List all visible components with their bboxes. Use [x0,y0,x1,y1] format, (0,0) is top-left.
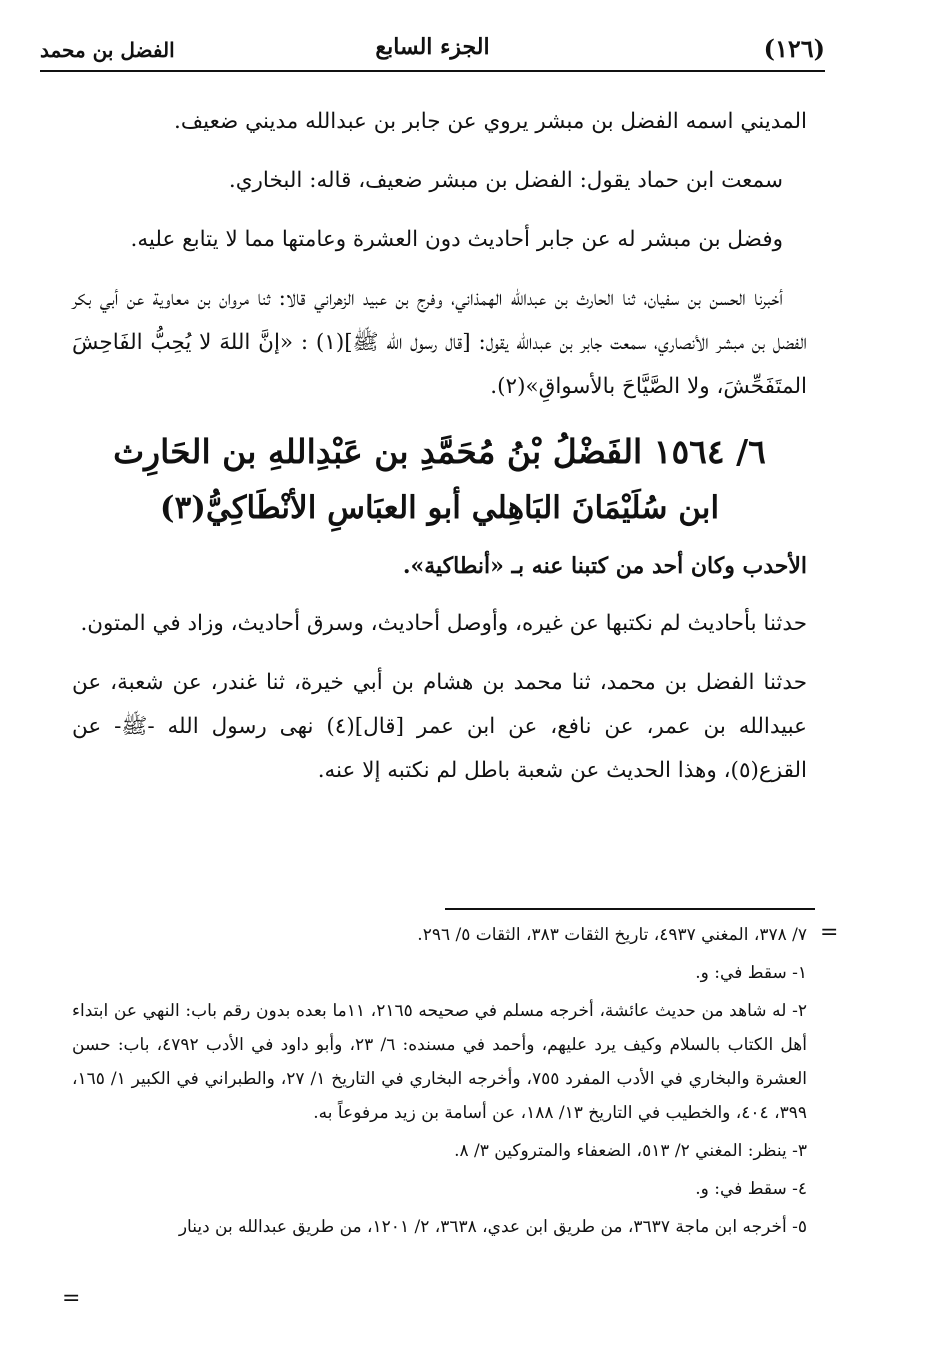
running-title: الفضل بن محمد [40,38,175,62]
footnote: ٤- سقط في: و. [695,1179,807,1199]
footnote: ٥- أخرجه ابن ماجة ٣٦٣٧، من طريق ابن عدي، ٣٦٣٨، ٢/ ١٢٠١، من طريق عبدالله بن دينار [178,1217,807,1237]
end-continuation-mark: = [62,1286,81,1311]
continuation-mark: = [820,920,839,945]
main-text [72,100,807,808]
paragraph: حدثنا الفضل بن محمد، ثنا محمد بن هشام بن أبي خيرة، ثنا غندر، عن شعبة، عن عبيدالله بن عمر، عن نافع، عن ابن عمر [قال](٤) نهى رسول الله -ﷺ- عن القزع(٥)، وهذا الحديث عن شعبة باطل لم نكتبه إلا عنه. [72,670,807,783]
paragraph: سمعت ابن حماد يقول: الفضل بن مبشر ضعيف، قاله: البخاري. [228,168,783,193]
biography-line-1: ٦/ ١٥٦٤ الفَضْلُ بْنُ مُحَمَّدِ بن عَبْدِاللهِ بن الحَارِث [113,432,766,471]
footnote-rule [445,908,815,910]
footnote-carryover: ٧/ ٣٧٨، المغني ٤٩٣٧، تاريخ الثقات ٣٨٣، الثقات ٥/ ٢٩٦. [417,925,807,945]
biography-heading [72,424,807,536]
paragraph: وفضل بن مبشر له عن جابر أحاديث دون العشرة وعامتها مما لا يتابع عليه. [130,227,783,252]
footnote: ١- سقط في: و. [695,963,807,983]
paragraph: المديني اسمه الفضل بن مبشر يروي عن جابر بن عبدالله مديني ضعيف. [174,109,807,134]
footnote: ٣- ينظر: المغني ٢/ ٥١٣، الضعفاء والمتروكين ٣/ ٨. [454,1141,807,1161]
footnotes [72,918,807,1248]
paragraph: حدثنا بأحاديث لم نكتبها عن غيره، وأوصل أحاديث، وسرق أحاديث، وزاد في المتون. [80,611,807,636]
biography-line-2: ابن سُلَيْمَانَ البَاهِلي أبو العبَاسِ الأنْطَاكِيُّ(٣) [159,490,720,526]
header-rule [40,70,825,72]
page-number: (١٢٦) [763,34,825,63]
page-header [40,28,825,72]
paragraph: أخبرنا الحسن بن سفيان، ثنا الحارث بن عبدالله الهمذاني، وفرج بن عبيد الزهراني قالا: ثنا مروان بن معاوية عن أبي بكر الفضل بن مبشر الأنصاري، سمعت جابر بن عبدالله يقول: [قال رسول الله ﷺ](١) : «إنَّ اللهَ لا يُحِبُّ الفَاحِشَ المتَفَحِّشَ، ولا الصَّيَّاحَ بالأسواقِ»(٢). [72,286,807,399]
footnote: ٢- له شاهد من حديث عائشة، أخرجه مسلم في صحيحه ٢١٦٥، ١١ما بعده بدون رقم باب: النهي عن ابتداء أهل الكتاب بالسلام وكيف يرد عليهم، وأحمد في مسنده: ٦/ ٢٣، وأبو داود في الأدب ٤٧٩٢، باب: حسن العشرة والبخاري في الأدب المفرد ٧٥٥، وأخرجه البخاري في التاريخ ١/ ٢٧، والطبراني في الكبير ١/ ١٦٥، ٣٩٩، ٤٠٤، والخطيب في التاريخ ١٣/ ١٨٨، عن أسامة بن زيد مرفوعاً به. [72,1001,808,1123]
volume-title: الجزء السابع [375,34,490,60]
biography-note: الأحدب وكان أحد من كتبنا عنه بـ «أنطاكية». [402,553,807,579]
